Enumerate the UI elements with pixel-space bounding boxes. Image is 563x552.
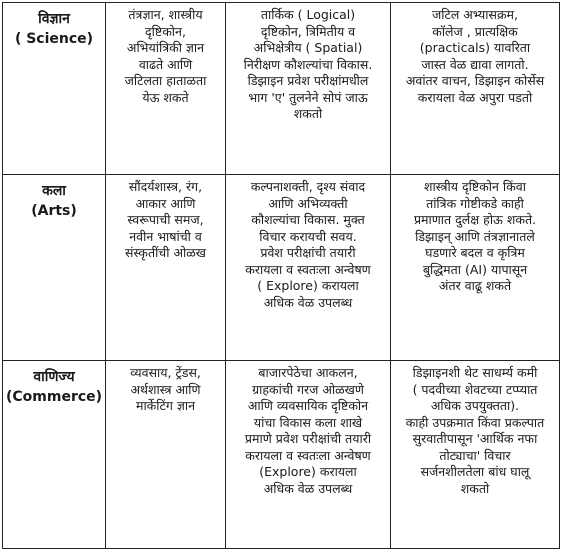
text-line: करायला व स्वतःला अन्वेषण bbox=[245, 447, 371, 463]
text-line: अभिक्षेत्रीय ( Spatial) bbox=[253, 40, 363, 55]
table-row-arts bbox=[3, 175, 560, 361]
text-line: जास्त वेळ द्यावा लागतो. bbox=[421, 56, 529, 72]
text-line: शकतो bbox=[460, 480, 490, 496]
text-line: तार्किक ( Logical) bbox=[260, 7, 356, 22]
text-line: अंतर वाढू शकते bbox=[438, 278, 512, 293]
challenges-cell-commerce bbox=[391, 361, 560, 549]
stream-name: कला bbox=[42, 183, 66, 199]
stream-name: वाणिज्य bbox=[33, 369, 75, 385]
text-line: तांत्रिक गोष्टीकडे काही bbox=[426, 195, 524, 211]
text-line: जटिलता हाताळता bbox=[124, 73, 207, 88]
skills-cell-science bbox=[226, 3, 391, 175]
text-line: सर्जनशीलतेला बांध घालू bbox=[420, 464, 530, 479]
text-line: करायला व स्वतःला अन्वेषण bbox=[245, 261, 371, 277]
text-line: संस्कृतींची ओळख bbox=[125, 245, 206, 260]
benefits-cell-science bbox=[106, 3, 226, 175]
skills-cell-commerce bbox=[226, 361, 391, 549]
challenges-cell-science bbox=[391, 3, 560, 175]
text-line: वाढते आणि bbox=[138, 56, 193, 72]
text-line: भाग 'ए' तुलनेने सोपं जाऊ bbox=[248, 89, 368, 105]
stream-cell-commerce bbox=[3, 361, 106, 549]
stream-english: (Commerce) bbox=[6, 389, 103, 405]
text-line: प्रमाणात दुर्लक्ष होऊ शकते. bbox=[413, 212, 537, 227]
text-line: बुद्धिमता (AI) यापासून bbox=[422, 261, 528, 277]
text-line: सौंदर्यशास्त्र, रंग, bbox=[128, 179, 203, 194]
text-line: (practicals) यावरिता bbox=[419, 40, 531, 55]
text-line: डिझाइन् आणि तंत्रज्ञानातले bbox=[415, 228, 535, 244]
benefits-cell-arts bbox=[106, 175, 226, 361]
text-line: अर्थशास्त्र आणि bbox=[130, 381, 201, 397]
text-line: दृष्टिकोन, त्रिमितीय व bbox=[260, 23, 356, 39]
text-line: प्रवेश परीक्षांची तयारी bbox=[260, 245, 356, 260]
text-line: नवीन भाषांची व bbox=[129, 228, 202, 244]
text-line: स्वरूपाची समज, bbox=[127, 212, 204, 227]
text-line: अधिक उपयुक्तता). bbox=[430, 398, 520, 413]
text-line: शास्त्रीय दृष्टिकोन किंवा bbox=[424, 179, 526, 194]
text-line: कौशल्यांचा विकास. मुक्त bbox=[251, 212, 365, 227]
text-line: ( Explore) करायला bbox=[257, 278, 359, 293]
text-line: येऊ शकते bbox=[142, 89, 189, 105]
comparison-table bbox=[2, 2, 560, 549]
text-line: कॉलेज , प्रात्यक्षिक bbox=[432, 23, 518, 39]
text-line: जटिल अभ्यासक्रम, bbox=[432, 7, 518, 22]
text-line: अवांतर वाचन, डिझाइन कोर्सेस bbox=[405, 73, 545, 88]
text-line: डिझाइन प्रवेश परीक्षांमधील bbox=[247, 73, 369, 88]
text-line: आकार आणि bbox=[135, 195, 196, 211]
text-line: प्रमाणे प्रवेश परीक्षांची तयारी bbox=[244, 431, 372, 446]
benefits-cell-commerce bbox=[106, 361, 226, 549]
text-line: तोट्याचा' विचार bbox=[439, 447, 511, 463]
text-line: कल्पनाशक्ती, दृश्य संवाद bbox=[250, 179, 366, 194]
text-line: ग्राहकांची गरज ओळखणे bbox=[252, 381, 364, 397]
text-line: तंत्रज्ञान, शास्त्रीय bbox=[128, 7, 203, 22]
text-line: आणि व्यवसायिक दृष्टिकोन bbox=[247, 398, 369, 413]
skills-cell-arts bbox=[226, 175, 391, 361]
text-line: ( पदवीच्या शेवटच्या टप्प्यात bbox=[412, 381, 538, 397]
text-line: सुरवातीपासून 'आर्थिक नफा bbox=[412, 431, 538, 446]
text-line: यांचा विकास कला शाखे bbox=[253, 414, 363, 430]
text-line: अधिक वेळ उपलब्ध bbox=[263, 294, 353, 310]
stream-cell-science bbox=[3, 3, 106, 175]
stream-english: ( Science) bbox=[14, 31, 94, 47]
text-line: अभियांत्रिकी ज्ञान bbox=[126, 40, 205, 55]
text-line: आणि अभिव्यक्ती bbox=[268, 195, 348, 211]
table-row-commerce bbox=[3, 361, 560, 549]
stream-name: विज्ञान bbox=[38, 11, 70, 27]
text-line: घडणारे बदल व कृत्रिम bbox=[425, 245, 525, 260]
text-line: करायला वेळ अपुरा पडतो bbox=[417, 89, 533, 105]
text-line: निरीक्षण कौशल्यांचा विकास. bbox=[243, 56, 373, 72]
text-line: (Explore) करायला bbox=[259, 464, 357, 479]
table-row-science bbox=[3, 3, 560, 175]
text-line: डिझाइनशी थेट साधर्म्य कमी bbox=[412, 365, 538, 380]
text-line: अधिक वेळ उपलब्ध bbox=[263, 480, 353, 496]
text-line: व्यवसाय, ट्रेंडस, bbox=[130, 365, 201, 380]
text-line: काही उपक्रमात किंवा प्रकल्पात bbox=[405, 414, 545, 430]
text-line: बाजारपेठेचा आकलन, bbox=[258, 365, 358, 380]
text-line: मार्केटिंग ज्ञान bbox=[135, 398, 196, 413]
text-line: विचार करायची सवय. bbox=[259, 228, 357, 244]
text-line: दृष्टिकोन, bbox=[145, 23, 186, 39]
challenges-cell-arts bbox=[391, 175, 560, 361]
stream-english: (Arts) bbox=[31, 203, 77, 219]
stream-cell-arts bbox=[3, 175, 106, 361]
text-line: शकतो bbox=[293, 106, 323, 121]
